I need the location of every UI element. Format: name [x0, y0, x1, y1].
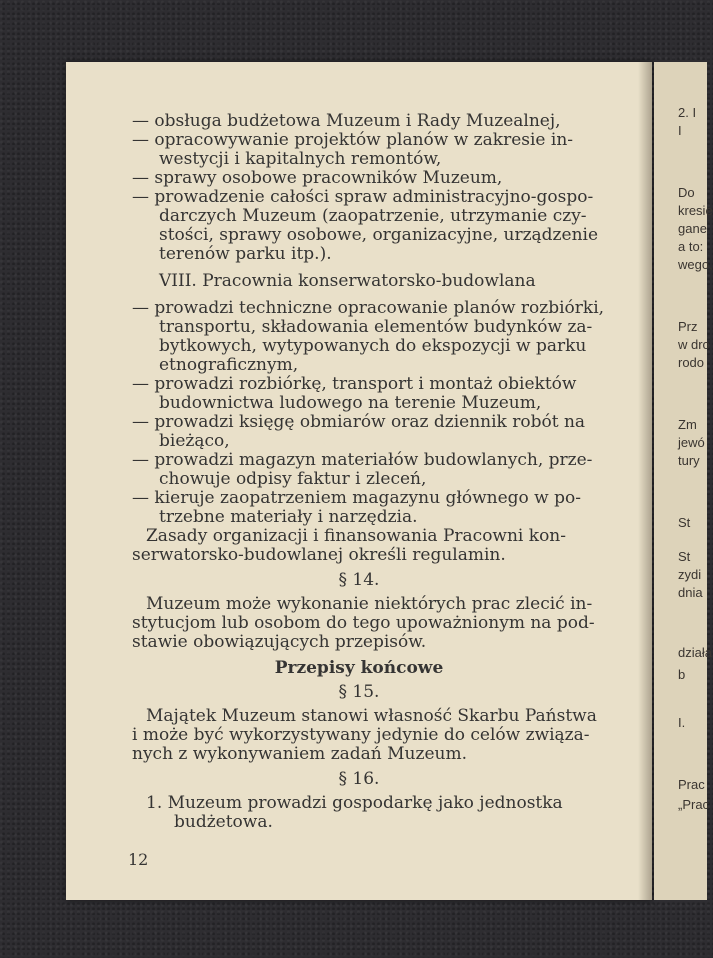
adjacent-page-fragment: wego,: [678, 257, 713, 272]
adjacent-page-fragment: St: [678, 515, 691, 530]
page-text: [66, 62, 652, 900]
text-line: budżetowa.: [174, 812, 273, 832]
adjacent-page-fragment: rodo: [678, 355, 705, 370]
paragraph-sign-15: § 15.: [338, 682, 380, 702]
text-line: Majątek Muzeum stanowi własność Skarbu Państwa: [146, 706, 597, 726]
text-line: stawie obowiązujących przepisów.: [132, 632, 427, 652]
text-line: stości, sprawy osobowe, organizacyjne, urządzenie: [159, 225, 599, 245]
adjacent-page-fragment: zydi: [678, 567, 702, 582]
text-line: stytucjom lub osobom do tego upoważnionym na pod-: [132, 613, 595, 633]
adjacent-page-fragment: b: [678, 667, 686, 682]
text-line: terenów parku itp.).: [159, 244, 332, 264]
adjacent-page-fragment: a to:: [678, 239, 704, 254]
text-line: bytkowych, wytypowanych do ekspozycji w parku: [159, 336, 587, 356]
text-line: darczych Muzeum (zaopatrzenie, utrzymanie czy-: [159, 206, 587, 226]
adjacent-page-fragment: Do: [678, 185, 695, 200]
text-line: — obsługa budżetowa Muzeum i Rady Muzealnej,: [132, 111, 561, 131]
text-line: Muzeum może wykonanie niektórych prac zlecić in-: [146, 594, 593, 614]
text-line: — prowadzi techniczne opracowanie planów rozbiórki,: [132, 298, 605, 318]
text-line: — sprawy osobowe pracowników Muzeum,: [132, 168, 503, 188]
adjacent-page-fragment: kresie: [678, 203, 713, 218]
adjacent-page-fragment: gane: [678, 221, 707, 236]
text-line: etnograficznym,: [159, 355, 299, 375]
text-line: westycji i kapitalnych remontów,: [159, 149, 442, 169]
adjacent-page-fragment: 2. I: [678, 105, 697, 120]
paragraph-sign-16: § 16.: [338, 769, 380, 789]
text-line: — kieruje zaopatrzeniem magazynu głównego w po-: [132, 488, 581, 508]
text-line: trzebne materiały i narzędzia.: [159, 507, 418, 527]
paragraph-sign-14: § 14.: [338, 570, 380, 590]
adjacent-page-fragment: jewó: [678, 435, 705, 450]
adjacent-page-fragment: dnia: [678, 585, 703, 600]
text-line: — prowadzi rozbiórkę, transport i montaż obiektów: [132, 374, 577, 394]
adjacent-page-fragment: I.: [678, 715, 686, 730]
text-line: nych z wykonywaniem zadań Muzeum.: [132, 744, 467, 764]
adjacent-page-fragment: I: [678, 123, 682, 138]
adjacent-page-fragment: Zm: [678, 417, 697, 432]
text-line: — prowadzenie całości spraw administracyjno-gospo-: [132, 187, 594, 207]
text-line: transportu, składowania elementów budynków za-: [159, 317, 593, 337]
text-line: serwatorsko-budowlanej określi regulamin.: [132, 545, 506, 565]
text-line: i może być wykorzystywany jedynie do celów związa-: [132, 725, 590, 745]
adjacent-page-edge: [654, 62, 713, 900]
text-line: — prowadzi magazyn materiałów budowlanych, prze-: [132, 450, 593, 470]
adjacent-page-fragment: Prac: [678, 777, 705, 792]
adjacent-page-fragment: „Prac: [678, 797, 710, 812]
text-line: budownictwa ludowego na terenie Muzeum,: [159, 393, 542, 413]
text-line: — prowadzi księgę obmiarów oraz dziennik robót na: [132, 412, 586, 432]
text-line: — opracowywanie projektów planów w zakresie in-: [132, 130, 574, 150]
text-line: bieżąco,: [159, 431, 230, 451]
adjacent-page-fragment: Prz: [678, 319, 698, 334]
text-line: chowuje odpisy faktur i zleceń,: [159, 469, 427, 489]
adjacent-page-fragment: działa: [678, 645, 712, 660]
section-heading: VIII. Pracownia konserwatorsko-budowlana: [159, 271, 536, 291]
adjacent-page-fragment: tury: [678, 453, 700, 468]
section-title: Przepisy końcowe: [274, 658, 444, 678]
adjacent-page-fragment: w dro: [678, 337, 710, 352]
adjacent-page-fragment: St: [678, 549, 691, 564]
text-line: 1. Muzeum prowadzi gospodarkę jako jednostka: [146, 793, 563, 813]
page-number: 12: [128, 850, 149, 869]
text-line: Zasady organizacji i finansowania Pracowni kon-: [146, 526, 566, 546]
